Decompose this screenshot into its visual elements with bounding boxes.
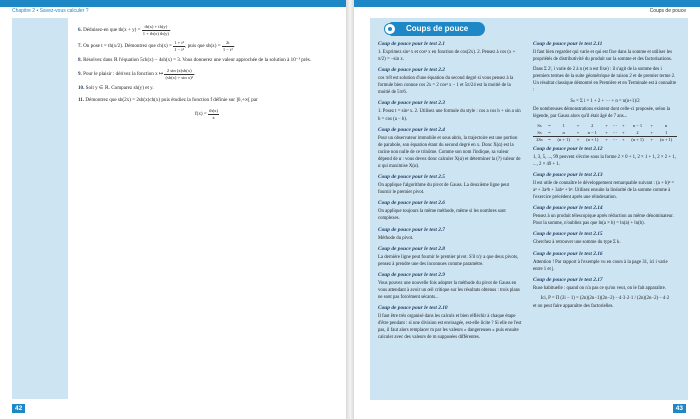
page-number: 43 <box>673 404 686 413</box>
page-number: 42 <box>12 404 25 413</box>
hint-2-1: Coup de pouce pour le test 2.1 1. Exprimez sin² x et cos² x en fonction de cos(2x). 2. Pensez à cos (x + π/2) = −sin x. <box>378 41 516 63</box>
hint-2-10: Coup de pouce pour le test 2.10 Il faut être très organisé dans les calculs et bien réfléchir à chaque étape d'être pendant : si une division est envisagée, est-elle licite ? Si elle ne l'est pas, il faut alors remplacer m par les valeurs « dangereuses » puis ensuite calculer avec des valeurs de m supposées différentes. <box>378 305 522 341</box>
function-formula: f(x) = $\frac{th(x)}{x}$ <box>194 108 218 120</box>
hint-2-16: Coup de pouce pour le test 2.16 Attention ! Par rapport à l'exemple vu en cours à la page 31, ici i varie entre 1 et j. <box>533 250 668 272</box>
exercise-9: 9. Pour le plaisir : dérivez la fonction x ↦ $\frac{2 \sin (x)sh(x)}{\text{(sh(x) + sin x)²}}$ . <box>78 68 196 80</box>
hint-2-17: Coup de pouce pour le test 2.17 Ruse habituelle : quand on n'a pas ce qu'on veut, on le fait apparaître. <box>533 276 666 291</box>
hints-title-banner: Coups de pouce <box>390 22 485 36</box>
book-gutter <box>346 0 354 419</box>
exercise-10: 10. Soit y ∈ ℝ. Comparez sh(y) et y. <box>78 85 154 92</box>
right-page <box>354 0 700 419</box>
exercise-8: 8. Résolvez dans ℝ l'équation 5ch(x) − 4sh(x) = 3. Vous donnerez une valeur approchée de la solution à 10⁻³ près. <box>78 57 312 63</box>
product-formula: Ici, P = Π (2i − 1) = (2n)(2n−1)(2n−2)···4·3·2·1 / (2n)(2n−2)···4·2 <box>540 295 670 301</box>
margin-panel <box>12 18 68 399</box>
hints-panel <box>370 18 688 400</box>
hint-2-4: Coup de pouce pour le test 2.4 Pour un observateur immobile et sous abris, la trajectoire est une portion de parabole, son équation étant du second degré en x. Donc X(α) est la racine non nulle de ce trinôme. Comme son nom l'indique, sa valeur dépend de α : vous devez donc calculer X(α) et déterminer la (?) valeur de α qui maximise X(α). <box>378 126 521 170</box>
hint-2-5: Coup de pouce pour le test 2.5 On applique l'algorithme du pivot de Gauss. La deuxième ligne peut fournir le premier pivot. <box>378 174 510 196</box>
hint-2-9: Coup de pouce pour le test 2.9 Vous pouvez une nouvelle fois adopter la méthode du pivot de Gauss en vous attendant à avoir un œil critique sur les résultats obtenus : trois plans ne sont pas forcément sécants... <box>378 271 520 300</box>
table-row: Sₙ = 1 + 2 + ⋯ + n − 1 + n <box>537 122 668 128</box>
exercise-7: 7. On pose t = th(x/2). Démontrez que ch(x) = $\frac{\text{1 + t²}}{\text{1 − t²}}$ , puis que sh(x) = $\frac{2t}{\text{1 − t²}}$ . <box>78 40 235 52</box>
exercise-11: 11. Démontrez que sh(2x) = 2sh(x)ch(x) puis étudiez la fonction f définie sur ]0,+∞[ par <box>78 97 258 104</box>
hint-2-8: Coup de pouce pour le test 2.8 La dernière ligne peut fournir le premier pivot. S'il n'y a que deux pivots, pensez à prendre une des inconnues comme paramètre. <box>378 245 519 267</box>
hint-2-13: Coup de pouce pour le test 2.13 Il est utile de connaître le développement remarquable suivant : (a + b)³ = a³ + 3a²b + 3ab² + b³. Utilisez ensuite la linéarité de la somme comme à l'exercice précédent après une réindexation. <box>533 172 675 201</box>
top-accent-bar <box>0 0 346 7</box>
hint-2-15: Coup de pouce pour le test 2.15 Cherchez à retrouver une somme du type Σ k. <box>533 231 621 246</box>
table-row: Sₙ = n + n − 1 + ⋯ + 2 + 1 <box>537 129 668 135</box>
hints-column-left <box>378 40 522 344</box>
hint-2-12: Coup de pouce pour le test 2.12 1, 3, 5, ..., 99 peuvent s'écrire sous la forme 2 × 0 + 1, 2 × 1 + 1, 2 × 2 + 1, ..., 2 × 49 + 1. <box>533 145 676 167</box>
gauss-sum-table <box>533 123 677 144</box>
hint-2-3: Coup de pouce pour le test 2.3 1. Posez t = sin² x. 2. Utilisez une formule du style : cos a cos b + sin a sin b = cos (a − b). <box>378 100 521 122</box>
table-row: 2Sₙ = (n + 1) + (n + 1) + ⋯ + (n + 1) + (n + 1) <box>533 137 677 144</box>
chapter-header: Chapitre 2 • Savez-vous calculer ? <box>12 8 89 14</box>
section-header: Coups de pouce <box>649 8 686 14</box>
hint-2-11: Coup de pouce pour le test 2.11 Il faut bien regarder qui varie et qui est fixe dans la somme et utiliser les propriétés de distributivité du produit sur la somme et des factorisations. <box>533 41 672 63</box>
exercise-list <box>78 24 336 122</box>
hint-2-6: Coup de pouce pour le test 2.6 On applique toujours la même méthode, même si les nombres sont complexes. <box>378 200 506 222</box>
hint-2-2: Coup de pouce pour le test 2.2 cos π/8 est solution d'une équation du second degré si vous pensez à la formule bien connue cos 2x = 2 cos² x − 1 et 5π/24 est la moitié de la moitié de 5π/6. <box>378 67 514 96</box>
badge-icon <box>384 23 396 35</box>
top-accent-bar <box>354 0 700 7</box>
left-page <box>0 0 346 419</box>
hint-2-14: Coup de pouce pour le test 2.14 Pensez à un produit télescopique après réduction au même dénominateur. Pour la somme, n'oubliez pas que ln(a × b) = ln(a) + ln(b). <box>533 205 674 227</box>
hints-column-right <box>533 40 677 313</box>
exercise-6: 6. Déduisez-en que th(x + y) = $\frac{th(x) + th(y)}{1 + th(x) th(y)}$ . <box>78 24 172 36</box>
hint-2-17-end: et on peut faire apparaître des factorielles. <box>533 303 614 309</box>
hint-2-7: Coup de pouce pour le test 2.7 Méthode du pivot. <box>378 226 445 241</box>
gauss-note: De nombreuses démonstrations existent dont celle-ci proposée, selon la légende, par Gauss alors qu'il était âgé de 7 ans... <box>533 106 671 119</box>
hint-2-11-detail: Dans Σ 2ⁱ, i varie de 2 à n (et n est fixe) : il s'agit de la somme des i premiers termes de la suite géométrique de raison 2 et de premier terme 2. Un résultat classique démontré en Première et en Terminale est à connaître : <box>533 67 677 94</box>
gauss-sum-formula: Sₙ = Σ i = 1 + 2 + ⋯ + n = n(n+1)/2 <box>570 98 640 104</box>
